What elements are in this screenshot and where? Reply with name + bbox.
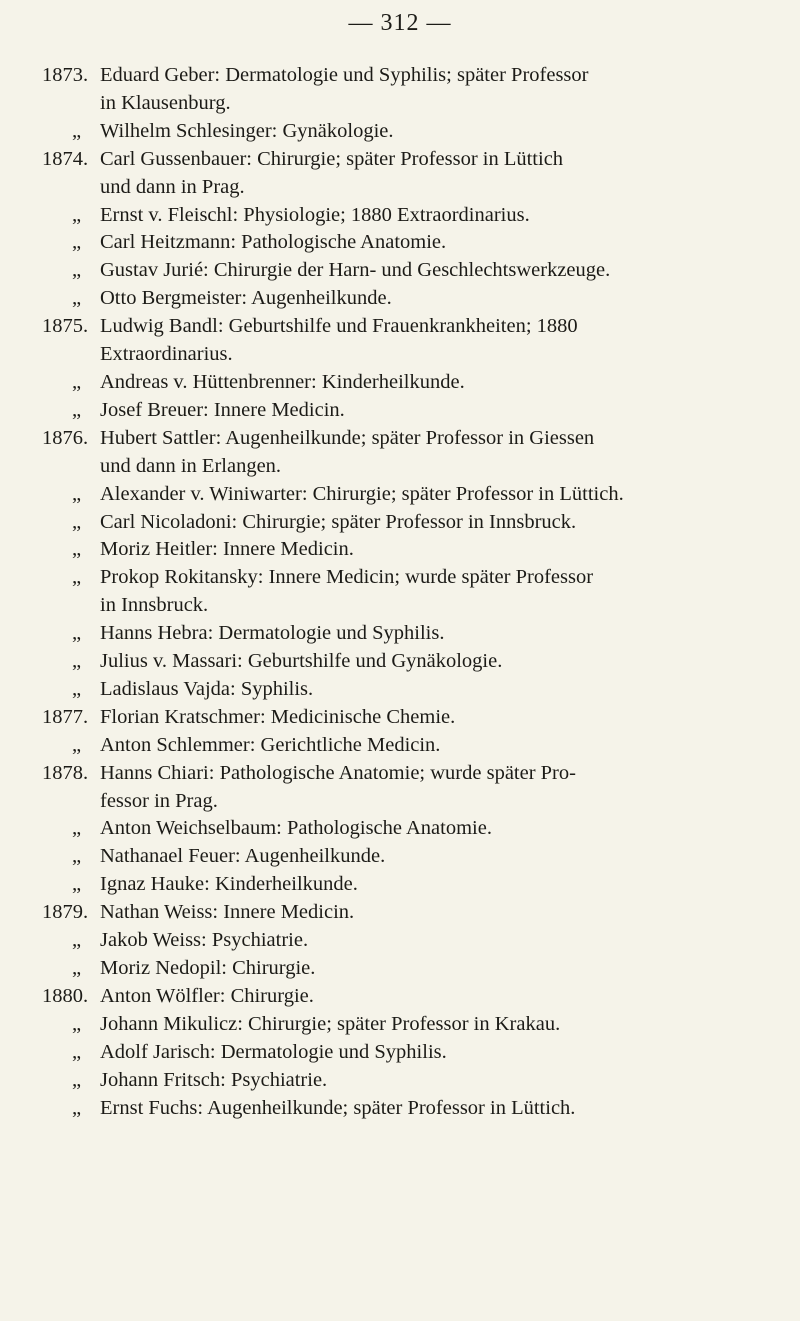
list-item: [42, 676, 782, 704]
entry-text: [100, 536, 782, 564]
entry-text: [100, 620, 782, 648]
entry-year: „: [72, 1096, 82, 1119]
list-item: [42, 1011, 782, 1039]
entry-line: in Innsbruck.: [100, 594, 209, 617]
entry-year: „: [72, 566, 82, 589]
entry-year: „: [72, 845, 82, 868]
entry-text: [100, 899, 782, 927]
list-item: [42, 1067, 782, 1095]
entry-year: 1879.: [42, 901, 89, 924]
entry-text: [100, 983, 782, 1011]
entry-line: Prokop Rokitansky: Innere Medicin; wurde später Professor: [100, 566, 594, 589]
entry-line: Ernst v. Fleischl: Physiologie; 1880 Extraordinarius.: [100, 203, 530, 226]
entry-year: „: [72, 482, 82, 505]
entry-year: „: [72, 510, 82, 533]
page-number: — 312 —: [348, 10, 452, 36]
entry-line: Anton Weichselbaum: Pathologische Anatomie.: [100, 817, 492, 840]
entry-year: „: [72, 817, 82, 840]
entry-year: 1873.: [42, 64, 89, 86]
entry-line: und dann in Erlangen.: [100, 454, 282, 477]
entry-line: Jakob Weiss: Psychiatrie.: [100, 929, 309, 952]
list-item: [42, 313, 782, 369]
entry-year: „: [72, 622, 82, 645]
entry-line: Ladislaus Vajda: Syphilis.: [100, 677, 314, 700]
list-item: [42, 899, 782, 927]
entry-line: Gustav Jurié: Chirurgie der Harn- und Geschlechtswerkzeuge.: [100, 259, 611, 282]
entry-year: „: [72, 203, 82, 226]
entry-year: „: [72, 538, 82, 561]
entry-line: Johann Fritsch: Psychiatrie.: [100, 1068, 328, 1091]
list-item: [42, 955, 782, 983]
entry-year: 1875.: [42, 315, 89, 338]
entry-year: „: [72, 677, 82, 700]
entry-text: [100, 62, 782, 118]
entry-text: [100, 1095, 782, 1123]
entry-year: 1880.: [42, 984, 89, 1007]
entry-year: „: [72, 287, 82, 310]
entry-line: Carl Heitzmann: Pathologische Anatomie.: [100, 231, 447, 254]
entry-line: Eduard Geber: Dermatologie und Syphilis; später Professor: [100, 64, 589, 86]
entry-line: Florian Kratschmer: Medicinische Chemie.: [100, 705, 456, 728]
entry-text: [100, 815, 782, 843]
list-item: [42, 536, 782, 564]
entry-text: [100, 1011, 782, 1039]
list-item: [42, 760, 782, 816]
entry-line: Anton Wölfler: Chirurgie.: [100, 984, 314, 1007]
entry-text: [100, 285, 782, 313]
list-item: [42, 704, 782, 732]
list-item: [42, 425, 782, 481]
entry-line: Extraordinarius.: [100, 343, 233, 366]
entry-line: Ignaz Hauke: Kinderheilkunde.: [100, 873, 358, 896]
list-item: [42, 481, 782, 509]
list-item: [42, 62, 782, 118]
entry-text: [100, 369, 782, 397]
entry-year: „: [72, 1040, 82, 1063]
entry-text: [100, 481, 782, 509]
entry-year: 1877.: [42, 705, 89, 728]
entry-line: Anton Schlemmer: Gerichtliche Medicin.: [100, 733, 441, 756]
entry-text: [100, 509, 782, 537]
entry-list: [42, 62, 782, 1122]
entry-line: Hanns Chiari: Pathologische Anatomie; wurde später Pro-: [100, 761, 576, 784]
entry-text: [100, 843, 782, 871]
list-item: [42, 257, 782, 285]
entry-year: „: [72, 957, 82, 979]
list-item: [42, 1039, 782, 1067]
entry-year: „: [72, 370, 82, 393]
entry-line: Ludwig Bandl: Geburtshilfe und Frauenkrankheiten; 1880: [100, 315, 578, 338]
list-item: [42, 648, 782, 676]
entry-text: [100, 229, 782, 257]
entry-line: Nathan Weiss: Innere Medicin.: [100, 901, 355, 924]
entry-line: Julius v. Massari: Geburtshilfe und Gynäkologie.: [100, 650, 503, 673]
entry-year: „: [72, 398, 82, 421]
entry-line: Moriz Heitler: Innere Medicin.: [100, 538, 354, 561]
entry-line: Ernst Fuchs: Augenheilkunde; später Professor in Lüttich.: [100, 1096, 576, 1119]
list-item: [42, 369, 782, 397]
list-item: [42, 564, 782, 620]
list-item: [42, 397, 782, 425]
entry-line: Adolf Jarisch: Dermatologie und Syphilis.: [100, 1040, 447, 1063]
list-item: [42, 509, 782, 537]
entry-year: „: [72, 1012, 82, 1035]
entry-line: Carl Nicoladoni: Chirurgie; später Professor in Innsbruck.: [100, 510, 577, 533]
entry-year: „: [72, 733, 82, 756]
list-item: [42, 983, 782, 1011]
list-item: [42, 202, 782, 230]
entry-text: [100, 955, 782, 983]
list-item: [42, 146, 782, 202]
entry-line: in Klausenburg.: [100, 91, 231, 114]
entry-text: [100, 927, 782, 955]
entry-text: [100, 648, 782, 676]
list-item: [42, 285, 782, 313]
entry-line: Hanns Hebra: Dermatologie und Syphilis.: [100, 622, 445, 645]
entry-line: Johann Mikulicz: Chirurgie; später Professor in Krakau.: [100, 1012, 561, 1035]
entry-text: [100, 397, 782, 425]
entry-line: Josef Breuer: Innere Medicin.: [100, 398, 345, 421]
entry-year: 1878.: [42, 761, 89, 784]
entry-year: „: [72, 231, 82, 254]
list-item: [42, 815, 782, 843]
list-item: [42, 843, 782, 871]
entry-year: „: [72, 650, 82, 673]
entry-year: „: [72, 873, 82, 896]
entry-year: „: [72, 929, 82, 952]
entry-text: [100, 1039, 782, 1067]
list-item: [42, 620, 782, 648]
entry-text: [100, 564, 782, 620]
entry-text: [100, 760, 782, 816]
entry-line: Alexander v. Winiwarter: Chirurgie; später Professor in Lüttich.: [100, 482, 624, 505]
entry-text: [100, 118, 782, 146]
entry-year: „: [72, 259, 82, 282]
entry-line: fessor in Prag.: [100, 789, 218, 812]
entry-text: [100, 871, 782, 899]
entry-year: „: [72, 119, 82, 142]
list-item: [42, 732, 782, 760]
entry-line: Hubert Sattler: Augenheilkunde; später Professor in Giessen: [100, 426, 595, 449]
entry-line: Otto Bergmeister: Augenheilkunde.: [100, 287, 392, 310]
entry-text: [100, 313, 782, 369]
entry-line: Wilhelm Schlesinger: Gynäkologie.: [100, 119, 394, 142]
list-item: [42, 118, 782, 146]
entry-text: [100, 146, 782, 202]
entry-year: 1874.: [42, 147, 89, 170]
entry-year: „: [72, 1068, 82, 1091]
entry-text: [100, 1067, 782, 1095]
entry-line: Moriz Nedopil: Chirurgie.: [100, 957, 316, 979]
entry-line: Nathanael Feuer: Augenheilkunde.: [100, 845, 386, 868]
entry-text: [100, 257, 782, 285]
list-item: [42, 229, 782, 257]
entry-text: [100, 676, 782, 704]
list-item: [42, 1095, 782, 1123]
entry-text: [100, 732, 782, 760]
entry-text: [100, 704, 782, 732]
list-item: [42, 871, 782, 899]
entry-line: Andreas v. Hüttenbrenner: Kinderheilkunde.: [100, 370, 465, 393]
entry-year: 1876.: [42, 426, 89, 449]
entry-line: Carl Gussenbauer: Chirurgie; später Professor in Lüttich: [100, 147, 564, 170]
entry-text: [100, 202, 782, 230]
list-item: [42, 927, 782, 955]
entry-line: und dann in Prag.: [100, 175, 245, 198]
entry-text: [100, 425, 782, 481]
